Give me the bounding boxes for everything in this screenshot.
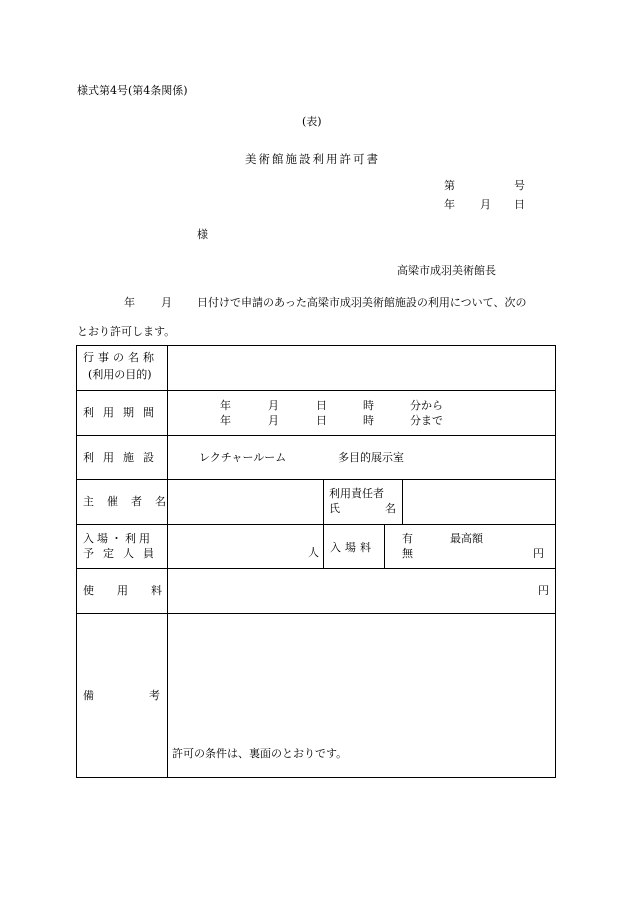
period-from-month: 月 [268,399,279,412]
issuer: 高梁市成羽美術館長 [397,264,496,277]
period-to-year: 年 [220,414,231,427]
facility-lecture-room[interactable]: レクチャールーム [199,451,287,464]
period-to-minute: 分まで [410,414,443,427]
intro-year: 年 [124,296,135,309]
intro-line1: 日付けで申請のあった高梁市成羽美術館施設の利用について、次の [197,296,527,309]
number-go: 号 [514,179,525,192]
number-dai: 第 [444,179,455,192]
organizer-label: 主催者名 [83,495,179,508]
period-to-day: 日 [316,414,327,427]
remarks-label-1: 備 [83,689,94,702]
form-reference: 様式第4号(第4条関係) [77,84,188,97]
admission-max-label: 最高額 [450,532,483,545]
facility-label: 利用施設 [83,451,163,464]
recipient-suffix: 様 [197,228,208,241]
period-to-month: 月 [268,414,279,427]
responsible-label-2b: 名 [385,502,396,515]
attendance-field[interactable] [168,525,322,568]
period-to-hour: 時 [363,414,374,427]
attendance-label-2: 予定人員 [83,547,163,560]
period-from-minute: 分から [410,399,443,412]
fee-label: 使用料 [83,584,185,597]
document-title: 美術館施設利用許可書 [245,152,380,166]
remarks-label-2: 考 [149,689,160,702]
period-from-year: 年 [220,399,231,412]
period-from-hour: 時 [363,399,374,412]
admission-label: 入場料 [330,541,375,554]
intro-month: 月 [161,296,172,309]
admission-yes[interactable]: 有 [402,532,413,545]
period-from-day: 日 [316,399,327,412]
attendance-unit: 人 [308,546,319,559]
event-name-sublabel: (利用の目的) [88,368,152,381]
fee-unit: 円 [538,584,549,597]
intro-line2: とおり許可します。 [77,325,176,338]
fee-field[interactable] [168,569,554,612]
responsible-label-1: 利用責任者 [329,487,384,500]
admission-no[interactable]: 無 [402,547,413,560]
organizer-field[interactable] [168,480,322,523]
date-month: 月 [480,198,491,211]
period-field[interactable] [168,391,554,434]
side-label: (表) [302,115,322,128]
responsible-name-field[interactable] [403,480,554,523]
event-name-field[interactable] [168,346,554,389]
period-label: 利用期間 [83,406,163,419]
remarks-note: 許可の条件は、裏面のとおりです。 [172,747,348,760]
event-name-label: 行事の名称 [83,351,158,364]
date-day: 日 [514,198,525,211]
responsible-label-2a: 氏 [329,502,340,515]
facility-multipurpose-room[interactable]: 多目的展示室 [338,451,404,464]
admission-unit: 円 [533,547,544,560]
date-year: 年 [444,198,455,211]
attendance-label-1: 入場・利用 [83,532,153,545]
remarks-field[interactable] [168,614,554,734]
